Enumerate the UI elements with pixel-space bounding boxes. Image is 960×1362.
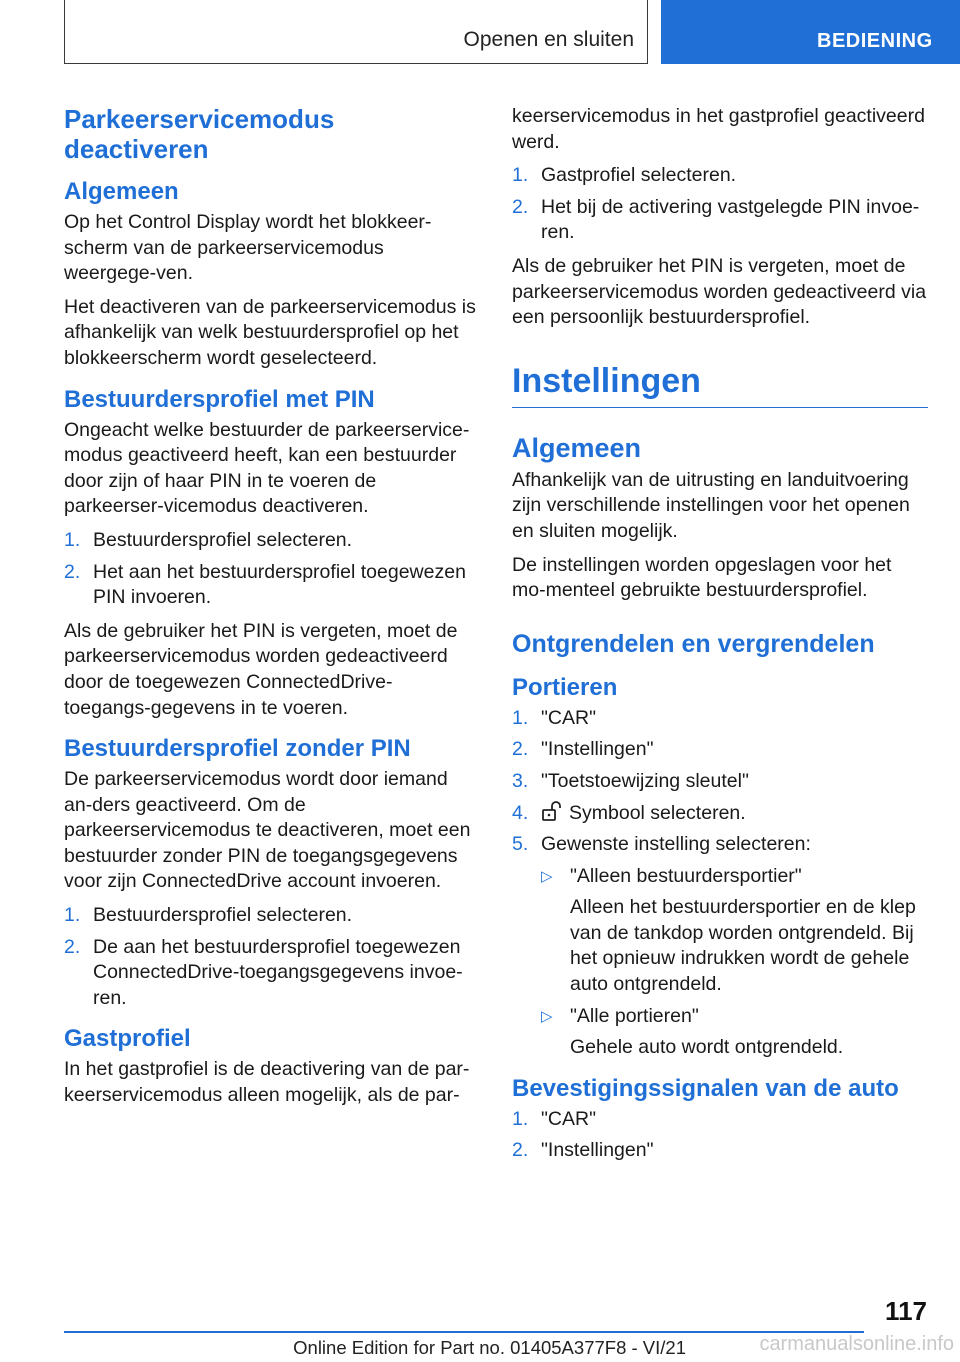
- list-item: [512, 769, 928, 795]
- watermark: carmanualsonline.info: [759, 1333, 954, 1355]
- list-item: [64, 528, 476, 554]
- option-description: Alleen het bestuurdersportier en de klep van de tankdop worden ontgrendeld. Bij het opnieuw indrukken wordt de gehele auto ontgrendeld.: [570, 896, 916, 996]
- heading-zonder-pin: Bestuurdersprofiel zonder PIN: [64, 735, 411, 763]
- steps-list: [64, 903, 476, 1011]
- step-number: 2.: [64, 935, 81, 958]
- heading-portieren: Portieren: [512, 673, 618, 701]
- list-item: [512, 195, 928, 246]
- step-text: Symbool selecteren.: [569, 801, 746, 824]
- step-text: De aan het bestuurdersprofiel toegewezen ConnectedDrive-toegangsgegevens invoe-ren.: [93, 935, 463, 1009]
- paragraph: Ongeacht welke bestuurder de parkeerservice-modus geactiveerd heeft, kan een bestuurder door zijn of haar PIN in te voeren de parkeerser-vicemodus deactiveren.: [64, 418, 470, 518]
- steps-list: [512, 1107, 928, 1164]
- paragraph: In het gastprofiel is de deactivering van de par-keerservicemodus alleen mogelijk, als de par-: [64, 1058, 470, 1107]
- step-text: "CAR": [541, 1107, 597, 1130]
- step-number: 2.: [512, 195, 529, 218]
- step-number: 4.: [512, 801, 529, 824]
- option-label: "Alle portieren": [570, 1004, 699, 1027]
- list-item: [512, 832, 928, 1061]
- paragraph: Het deactiveren van de parkeerservicemodus is afhankelijk van welk bestuurdersprofiel op het blokkeerscherm wordt geselecteerd.: [64, 295, 476, 369]
- paragraph: Op het Control Display wordt het blokkeer-scherm van de parkeerservicemodus weergege-ven.: [64, 211, 432, 285]
- step-text: Het aan het bestuurdersprofiel toegewezen PIN invoeren.: [93, 560, 466, 609]
- footer-divider: [64, 1331, 864, 1333]
- chapter-tab: BEDIENING: [661, 0, 960, 64]
- step-text: Gastprofiel selecteren.: [541, 164, 737, 187]
- heading-ontgrendelen: Ontgrendelen en vergrendelen: [512, 629, 875, 658]
- right-column: [512, 104, 928, 1172]
- unlock-icon: [541, 801, 563, 821]
- step-number: 1.: [64, 528, 81, 551]
- step-number: 2.: [512, 738, 529, 761]
- step-text: Bestuurdersprofiel selecteren.: [93, 528, 353, 551]
- list-item: [512, 706, 928, 732]
- paragraph: Als de gebruiker het PIN is vergeten, moet de parkeerservicemodus worden gedeactiveerd via een persoonlijk bestuurdersprofiel.: [512, 254, 927, 329]
- step-text: "Toetstoewijzing sleutel": [541, 769, 749, 792]
- list-item: [512, 163, 928, 189]
- triangle-bullet-icon: ▷: [541, 1007, 553, 1025]
- step-number: 2.: [64, 560, 81, 583]
- step-number: 1.: [512, 1107, 529, 1130]
- left-column: [64, 104, 476, 1117]
- step-number: 2.: [512, 1139, 529, 1162]
- option-item: [541, 1004, 928, 1061]
- step-number: 1.: [64, 904, 81, 927]
- heading-algemeen: Algemeen: [512, 432, 642, 463]
- list-item: [512, 1107, 928, 1133]
- list-item: [64, 903, 476, 929]
- step-text: "CAR": [541, 706, 597, 729]
- step-text: Het bij de activering vastgelegde PIN invoe-ren.: [541, 195, 920, 244]
- option-item: [541, 864, 928, 998]
- heading-gastprofiel: Gastprofiel: [64, 1025, 191, 1053]
- list-item: [512, 737, 928, 763]
- paragraph: De parkeerservicemodus wordt door iemand an-ders geactiveerd. Om de parkeerservicemodus te deactiveren, moet een bestuurder zonder PIN de toegangsgegevens voor zijn ConnectedDrive account invoeren.: [64, 768, 471, 893]
- step-number: 1.: [512, 164, 529, 187]
- paragraph: Als de gebruiker het PIN is vergeten, moet de parkeerservicemodus worden gedeactiveerd door de toegewezen ConnectedDrive-toegangs-gegevens in te voeren.: [64, 619, 458, 719]
- steps-list: [512, 706, 928, 1061]
- page-number: 117: [885, 1296, 927, 1326]
- step-text: "Instellingen": [541, 1139, 654, 1162]
- list-item: [64, 560, 476, 611]
- paragraph: Afhankelijk van de uitrusting en landuitvoering zijn verschillende instellingen voor het openen en sluiten mogelijk.: [512, 468, 910, 542]
- section-title: Openen en sluiten: [463, 28, 634, 51]
- option-label: "Alleen bestuurdersportier": [570, 864, 802, 887]
- paragraph: De instellingen worden opgeslagen voor het mo-menteel gebruikte bestuurdersprofiel.: [512, 553, 892, 602]
- chapter-heading-instellingen: Instellingen: [512, 361, 928, 408]
- step-number: 1.: [512, 706, 529, 729]
- footer-edition: Online Edition for Part no. 01405A377F8 - VI/21: [293, 1337, 686, 1358]
- paragraph: keerservicemodus in het gastprofiel geactiveerd werd.: [512, 105, 925, 153]
- heading-algemeen: Algemeen: [64, 178, 179, 205]
- options-list: [541, 864, 928, 1061]
- list-item: [512, 1138, 928, 1164]
- step-number: 3.: [512, 769, 529, 792]
- option-description: Gehele auto wordt ontgrendeld.: [570, 1036, 844, 1059]
- steps-list: [512, 163, 928, 246]
- step-text: "Instellingen": [541, 738, 654, 761]
- heading-met-pin: Bestuurdersprofiel met PIN: [64, 385, 375, 413]
- steps-list: [64, 528, 476, 611]
- step-text: Bestuurdersprofiel selecteren.: [93, 904, 353, 927]
- heading-bevestigingssignalen: Bevestigingssignalen van de auto: [512, 1074, 899, 1102]
- list-item: [512, 801, 928, 827]
- triangle-bullet-icon: ▷: [541, 867, 553, 885]
- step-text: Gewenste instelling selecteren:: [541, 833, 811, 856]
- heading-parkeerservicemodus: Parkeerservicemodus deactiveren: [64, 104, 335, 164]
- list-item: [64, 935, 476, 1012]
- step-number: 5.: [512, 833, 529, 856]
